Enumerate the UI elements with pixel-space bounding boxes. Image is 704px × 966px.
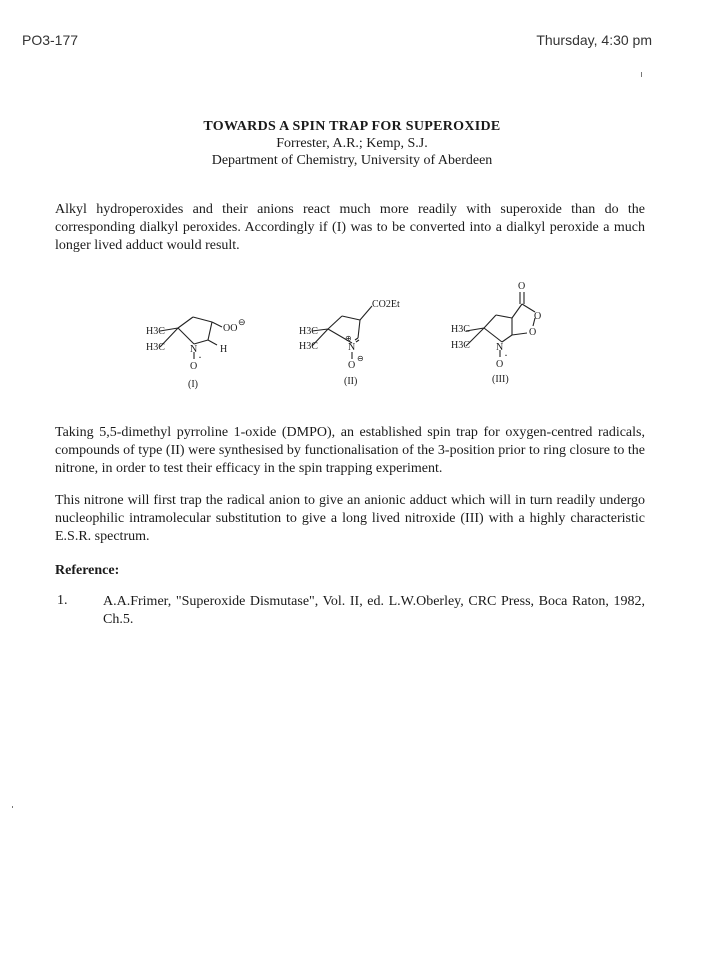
reference-heading: Reference: (55, 563, 120, 578)
s3-ring-oxygen-2: O (529, 327, 537, 338)
s1-nitrogen: N (190, 344, 198, 355)
reference-text: A.A.Frimer, "Superoxide Dismutase", Vol. II, ed. L.W.Oberley, CRC Press, Boca Raton, 1982, Ch.5. (103, 594, 645, 627)
structure-label-3: (III) (492, 374, 509, 385)
s2-bond (356, 340, 359, 342)
structure-label-2: (II) (344, 376, 358, 387)
authors: Forrester, A.R.; Kemp, S.J. (276, 136, 428, 151)
s3-ring-oxygen-1: O (534, 311, 542, 322)
s2-substituent: CO2Et (372, 299, 400, 310)
paragraph-intro: Alkyl hydroperoxides and their anions react much more readily with superoxide than do the corresponding dialkyl peroxides. Accordingly if (I) was to be converted into a dialkyl peroxide a much longer lived adduct would result. (55, 202, 645, 253)
s3-bond (502, 335, 512, 342)
s1-substituent: OO (223, 323, 238, 334)
affiliation: Department of Chemistry, University of Aberdeen (211, 153, 493, 168)
s1-charge: ⊖ (238, 317, 246, 327)
s2-methyl-top: H3C (299, 326, 318, 337)
s2-nitrogen: N (348, 342, 356, 353)
s3-bond (484, 315, 496, 328)
s1-bond (208, 340, 217, 345)
s1-methyl-top: H3C (146, 326, 165, 337)
s2-charge-pos: ⊕ (345, 334, 352, 343)
s1-bond (208, 322, 212, 340)
s3-bond (512, 304, 522, 318)
s1-bond (178, 328, 194, 344)
paragraph-method: Taking 5,5-dimethyl pyrroline 1-oxide (DMPO), an established spin trap for oxygen-centred radicals, compounds of type (II) were synthesised by functionalisation of the 3-position prior to ring closure to the nitrone, in order to test their efficacy in the spin trapping experiment. (55, 425, 645, 476)
s1-bond (178, 317, 193, 328)
s1-bond (212, 322, 222, 327)
scan-speck (641, 72, 642, 77)
s3-oxygen: O (496, 359, 504, 370)
abstract-code: PO3-177 (22, 32, 79, 48)
session-time: Thursday, 4:30 pm (536, 32, 652, 48)
title-block (0, 118, 704, 169)
s3-methyl-top: H3C (451, 324, 470, 335)
reference-number: 1. (57, 593, 68, 608)
structure-label-1: (I) (188, 379, 198, 390)
s3-bond (496, 315, 512, 318)
s1-oxygen: O (190, 361, 198, 372)
s2-oxygen: O (348, 360, 356, 371)
s3-oxygen-dot: · (504, 348, 508, 362)
s2-charge-neg: ⊖ (357, 354, 364, 363)
s3-nitrogen: N (496, 342, 504, 353)
s1-hydrogen: H (220, 344, 228, 355)
s1-bond (193, 317, 212, 322)
s3-bond (484, 328, 502, 342)
s2-bond (360, 306, 372, 320)
s2-bond (328, 316, 342, 329)
s3-carbonyl-oxygen: O (518, 281, 526, 292)
paragraph-mechanism: This nitrone will first trap the radical anion to give an anionic adduct which will in turn readily undergo nucleophilic intramolecular substitution to give a long lived nitroxide (III) with a highly characteristic E.S.R. spectrum. (55, 493, 645, 544)
s2-methyl-bottom: H3C (299, 341, 318, 352)
paper-title: TOWARDS A SPIN TRAP FOR SUPEROXIDE (203, 119, 501, 134)
scan-speck (12, 806, 13, 808)
chemical-structures (0, 270, 704, 400)
s1-oxygen-dot: · (198, 350, 202, 364)
s1-methyl-bottom: H3C (146, 342, 165, 353)
s2-bond (342, 316, 360, 320)
s2-bond (355, 338, 358, 340)
s3-bond (512, 333, 527, 335)
s3-methyl-bottom: H3C (451, 340, 470, 351)
s2-bond (358, 320, 360, 338)
